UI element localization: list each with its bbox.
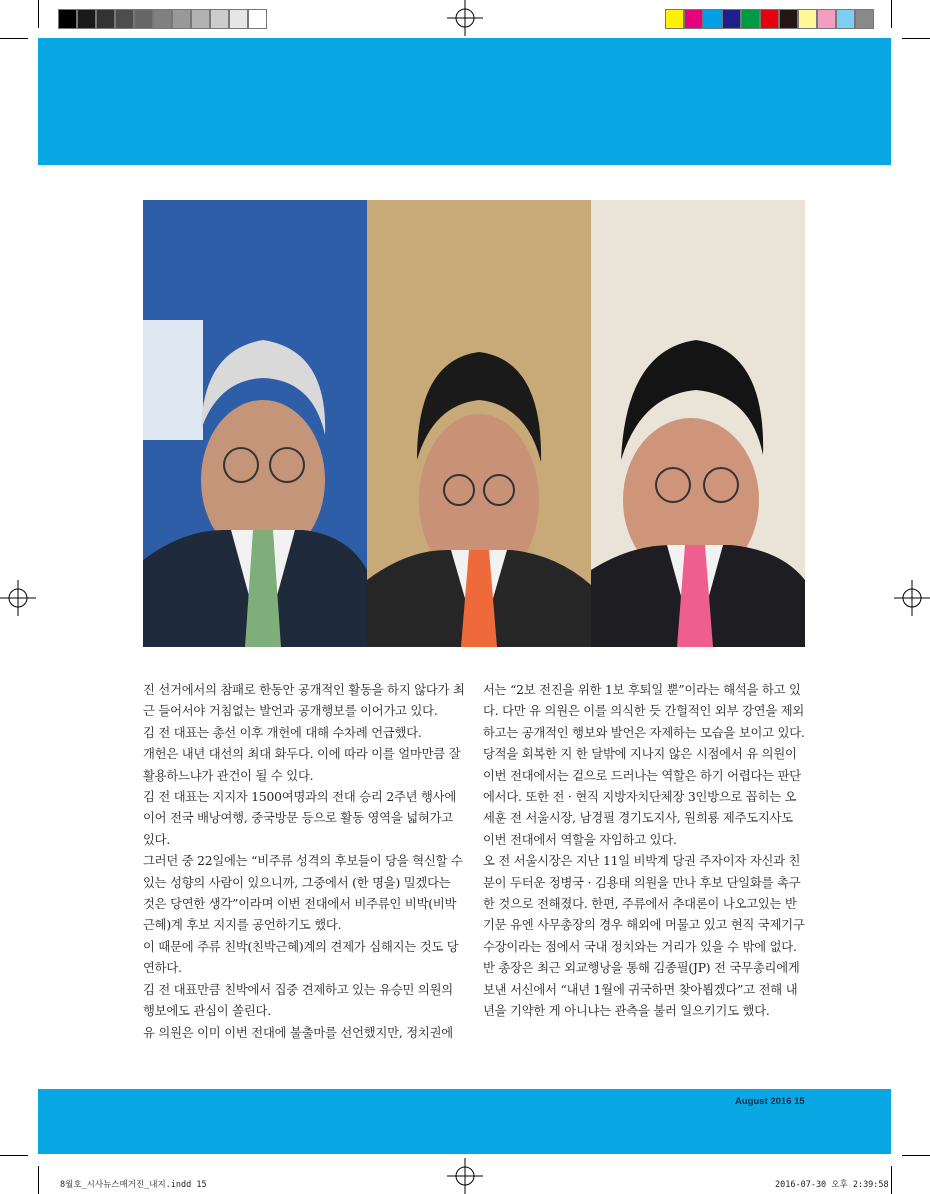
color-swatch — [153, 9, 172, 29]
color-swatch — [191, 9, 210, 29]
article-paragraph: 이 때문에 주류 친박(친박근혜)계의 견제가 심해지는 것도 당연하다. — [143, 939, 459, 976]
color-swatch — [722, 9, 741, 29]
article-column-left — [143, 680, 465, 1044]
article-paragraph: 김 전 대표는 총선 이후 개헌에 대해 수차례 언급했다. — [143, 725, 422, 740]
file-slug: 8월호_시사뉴스매거진_내지.indd 15 — [60, 1180, 207, 1190]
article-paragraph: 유 의원은 이미 이번 전대에 불출마를 선언했지만, 정치권에 — [143, 1025, 453, 1040]
header-color-band — [38, 38, 891, 165]
grayscale-color-bar — [58, 9, 267, 29]
print-timestamp: 2016-07-30 오후 2:39:58 — [775, 1180, 889, 1190]
article-paragraph: 당적을 회복한 지 한 달밖에 지나지 않은 시점에서 유 의원이 이번 전대에서는 겉으로 드러나는 역할은 하기 어렵다는 판단에서다. 또한 전 · 현직 지방자치단체장 3인방으로 꼽히는 오세훈 전 서울시장, 남경필 경기도지사, 원희룡 제주도지사도 이번 전대에서 역할을 자임하고 있다. — [483, 747, 801, 847]
article-paragraph: 그러던 중 22일에는 “비주류 성격의 후보들이 당을 혁신할 수 있는 성향의 사람이 있으니까, 그중에서 (한 명을) 밀겠다는 것은 당연한 생각”이라며 이번 전대에서 비주류인 비박(비박근혜)계 후보 지지를 공언하기도 했다. — [143, 854, 463, 933]
registration-mark-icon — [447, 1158, 483, 1194]
crop-mark — [38, 1166, 39, 1194]
crop-mark — [0, 38, 28, 39]
article-paragraph: 김 전 대표는 지지자 1500여명과의 전대 승리 2주년 행사에 이어 전국 배낭여행, 중국방문 등으로 활동 영역을 넓혀가고 있다. — [143, 790, 457, 847]
color-swatch — [210, 9, 229, 29]
crop-mark — [0, 1155, 28, 1156]
color-swatch — [741, 9, 760, 29]
color-swatch — [96, 9, 115, 29]
registration-mark-icon — [894, 580, 930, 616]
color-swatch — [229, 9, 248, 29]
crop-mark — [902, 38, 930, 39]
color-swatch — [779, 9, 798, 29]
article-paragraph: 개헌은 내년 대선의 최대 화두다. 이에 따라 이를 얼마만큼 잘 활용하느냐가 관건이 될 수 있다. — [143, 747, 461, 783]
process-color-bar — [665, 9, 874, 29]
article-paragraph: 서는 “2보 전진을 위한 1보 후퇴일 뿐”이라는 해석을 하고 있다. 다만 유 의원은 이를 의식한 듯 간헐적인 외부 강연을 제외하고는 공개적인 행보와 발언은 자제하는 모습을 보이고 있다. — [483, 683, 805, 740]
color-swatch — [684, 9, 703, 29]
color-swatch — [665, 9, 684, 29]
portrait-photo-center — [367, 200, 591, 647]
color-swatch — [855, 9, 874, 29]
color-swatch — [172, 9, 191, 29]
article-paragraph: 진 선거에서의 참패로 한동안 공개적인 활동을 하지 않다가 최근 들어서야 거침없는 발언과 공개행보를 이어가고 있다. — [143, 683, 465, 719]
color-swatch — [703, 9, 722, 29]
article-paragraph: 반 총장은 최근 외교행낭을 통해 김종필(JP) 전 국무총리에게 보낸 서신에서 “내년 1월에 귀국하면 찾아뵙겠다”고 전해 내년을 기약한 게 아니냐는 관측을 불러 일으키기도 했다. — [483, 961, 800, 1019]
page-folio: August 2016 15 — [735, 1096, 805, 1107]
portrait-photo-right — [591, 200, 805, 647]
color-swatch — [798, 9, 817, 29]
color-swatch — [115, 9, 134, 29]
crop-mark — [891, 0, 892, 28]
color-swatch — [817, 9, 836, 29]
crop-mark — [38, 0, 39, 28]
color-swatch — [58, 9, 77, 29]
article-paragraph: 김 전 대표만큼 친박에서 집중 견제하고 있는 유승민 의원의 행보에도 관심이 쏠린다. — [143, 982, 453, 1019]
registration-mark-icon — [447, 0, 483, 36]
color-swatch — [760, 9, 779, 29]
color-swatch — [77, 9, 96, 29]
article-column-right — [483, 680, 805, 1023]
color-swatch — [134, 9, 153, 29]
crop-mark — [902, 1155, 930, 1156]
crop-mark — [891, 1166, 892, 1194]
registration-mark-icon — [0, 580, 36, 616]
photo-strip — [143, 200, 805, 647]
color-swatch — [248, 9, 267, 29]
color-swatch — [836, 9, 855, 29]
article-paragraph: 오 전 서울시장은 지난 11일 비박계 당권 주자이자 자신과 친분이 두터운 정병국 · 김용태 의원을 만나 후보 단일화를 촉구한 것으로 전해졌다. 한편, 주류에서 추대론이 나오고있는 반기문 유엔 사무총장의 경우 해외에 머물고 있고 현직 국제기구 수장이라는 점에서 국내 정치와는 거리가 있을 수 밖에 없다. — [483, 854, 805, 954]
portrait-photo-left — [143, 200, 367, 647]
